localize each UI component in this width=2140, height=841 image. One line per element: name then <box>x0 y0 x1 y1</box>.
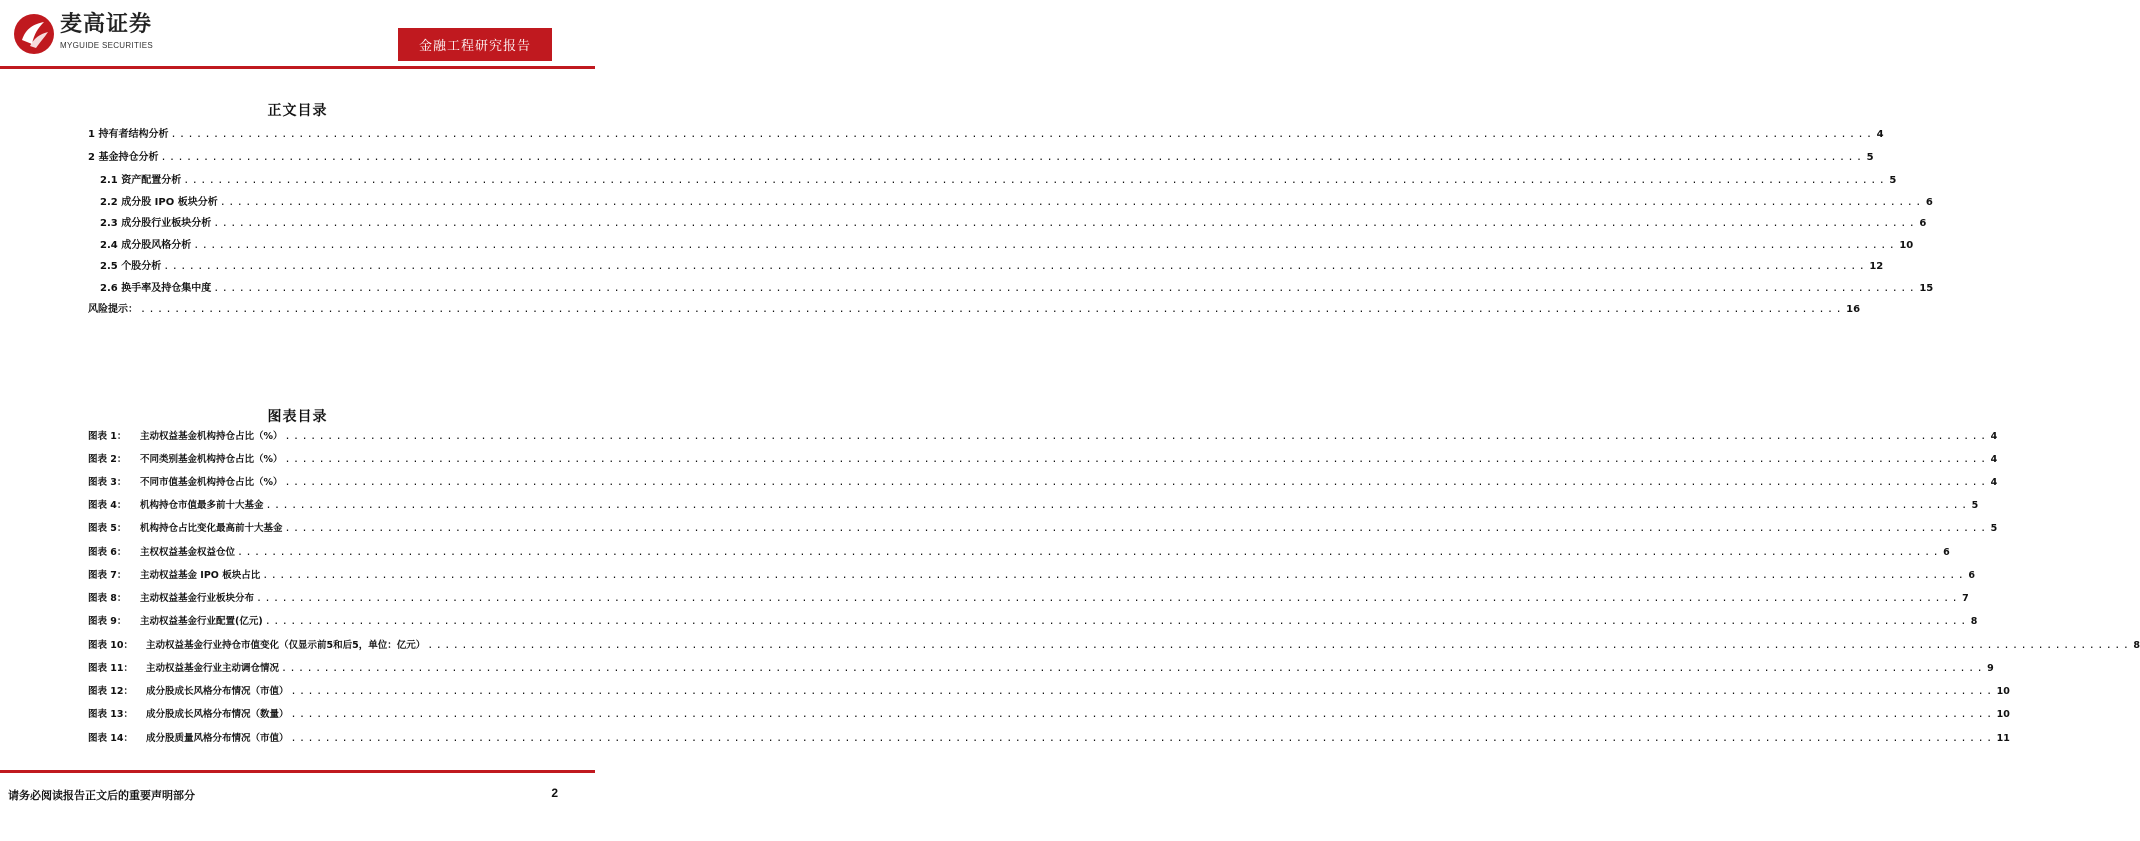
figure-entry-page: 5 <box>1990 523 1998 534</box>
figure-entry-page: 4 <box>1990 431 1998 442</box>
figure-entry-label: 不同市值基金机构持仓占比（%） <box>140 477 283 488</box>
figure-entry-page: 5 <box>1971 500 1979 511</box>
dot-leader: ........................................................................................................................................................................................................ <box>163 261 1868 272</box>
dot-leader: ........................................................................................................................................................................................................ <box>256 593 1961 604</box>
figure-entry-number: 图表 4： <box>88 500 127 511</box>
toc-entry-number: 2.5 <box>100 261 122 272</box>
toc-entry[interactable] <box>100 195 1933 209</box>
dot-leader: ........................................................................................................................................................................................................ <box>213 283 1918 294</box>
toc-entry-number: 1 <box>88 129 99 140</box>
figure-entry-label: 主动权益基金机构持仓占比（%） <box>140 431 283 442</box>
figure-entry-number: 图表 14： <box>88 733 134 744</box>
figure-entry-label: 成分股成长风格分布情况（市值） <box>146 686 289 697</box>
figure-entry-page: 10 <box>1996 686 2010 697</box>
figure-entry-number: 图表 3： <box>88 477 127 488</box>
toc-entry-label: 资产配置分析 <box>121 175 182 186</box>
figure-entry-page: 8 <box>2133 640 2140 651</box>
dot-leader: ........................................................................................................................................................................................................ <box>264 616 1969 627</box>
toc-entry-page: 12 <box>1869 261 1884 272</box>
myguide-logo-icon <box>12 12 56 56</box>
toc-entry-page: 10 <box>1899 240 1914 251</box>
dot-leader: ........................................................................................................................................................................................................ <box>193 240 1898 251</box>
dot-leader: ........................................................................................................................................................................................................ <box>284 477 1989 488</box>
figure-entry-number: 图表 12： <box>88 686 134 697</box>
dot-leader: ........................................................................................................................................................................................................ <box>284 523 1989 534</box>
figure-entry-label: 主动权益基金行业主动调仓情况 <box>146 663 280 674</box>
figure-entry[interactable] <box>88 661 1994 675</box>
figure-entry[interactable] <box>88 568 1975 582</box>
dot-leader: ........................................................................................................................................................................................................ <box>290 733 1995 744</box>
toc-entry-page: 4 <box>1876 129 1884 140</box>
dot-leader: ........................................................................................................................................................................................................ <box>290 709 1995 720</box>
figure-entry-page: 6 <box>1943 547 1950 558</box>
dot-leader: ........................................................................................................................................................................................................ <box>170 129 1875 140</box>
dot-leader: ........................................................................................................................................................................................................ <box>160 152 1865 163</box>
figure-entry[interactable] <box>88 684 2010 698</box>
figure-entry[interactable] <box>88 475 1998 489</box>
figure-entry-page: 6 <box>1968 570 1975 581</box>
figure-entry-label: 主权权益基金权益仓位 <box>140 547 236 558</box>
figure-entry-label: 机构持仓市值最多前十大基金 <box>140 500 264 511</box>
dot-leader: ........................................................................................................................................................................................................ <box>213 218 1918 229</box>
dot-leader: ........................................................................................................................................................................................................ <box>140 304 1845 315</box>
toc-entry[interactable] <box>100 216 1927 230</box>
toc-entry-page: 15 <box>1919 283 1934 294</box>
figure-entry-number: 图表 10： <box>88 640 134 651</box>
page-header <box>0 0 595 75</box>
toc-entry-page: 6 <box>1925 197 1933 208</box>
brand-name-en: MYGUIDE SECURITIES <box>60 41 153 50</box>
figure-entry-number: 图表 11： <box>88 663 134 674</box>
figure-entry-number: 图表 8： <box>88 593 127 604</box>
toc-entry-page: 6 <box>1919 218 1927 229</box>
dot-leader: ........................................................................................................................................................................................................ <box>281 663 1986 674</box>
figure-entry-page: 8 <box>1970 616 1978 627</box>
toc-entry-label: 成分股 IPO 板块分析 <box>121 197 218 208</box>
toc-entry-label: 风险提示： <box>88 304 138 315</box>
figure-entry[interactable] <box>88 545 1950 559</box>
toc-entry[interactable] <box>88 302 1861 316</box>
figure-entry-page: 9 <box>1987 663 1994 674</box>
toc-entry-number: 2.2 <box>100 197 122 208</box>
toc-entry-number: 2.6 <box>100 283 122 294</box>
toc-entry[interactable] <box>88 127 1884 141</box>
brand-name-cn: 麦高证券 <box>60 12 153 37</box>
header-divider <box>0 66 595 69</box>
toc-entry-label: 换手率及持仓集中度 <box>121 283 212 294</box>
toc-entry[interactable] <box>100 238 1914 252</box>
toc-entry[interactable] <box>100 281 1934 295</box>
figures-toc-title: 图表目录 <box>267 409 328 425</box>
dot-leader: ........................................................................................................................................................................................................ <box>427 640 2132 651</box>
figure-entry-label: 成分股成长风格分布情况（数量） <box>146 709 289 720</box>
toc-entry-label: 个股分析 <box>121 261 162 272</box>
report-type-badge: 金融工程研究报告 <box>398 28 552 61</box>
toc-entry-label: 成分股行业板块分析 <box>121 218 212 229</box>
toc-title: 正文目录 <box>267 103 328 119</box>
figure-entry-number: 图表 6： <box>88 547 127 558</box>
dot-leader: ........................................................................................................................................................................................................ <box>262 570 1967 581</box>
toc-entry-number: 2.3 <box>100 218 122 229</box>
figure-entry[interactable] <box>88 498 1979 512</box>
toc-entry-number: 2.1 <box>100 175 122 186</box>
dot-leader: ........................................................................................................................................................................................................ <box>183 175 1888 186</box>
footer-disclaimer: 请务必阅读报告正文后的重要声明部分 <box>8 789 195 802</box>
toc-entry-page: 5 <box>1889 175 1897 186</box>
page-number: 2 <box>551 786 558 800</box>
footer-divider <box>0 770 595 773</box>
toc-entry[interactable] <box>100 259 1884 273</box>
figure-entry-number: 图表 2： <box>88 454 127 465</box>
dot-leader: ........................................................................................................................................................................................................ <box>219 197 1924 208</box>
figure-entry-page: 7 <box>1962 593 1969 604</box>
dot-leader: ........................................................................................................................................................................................................ <box>284 431 1989 442</box>
figure-entry[interactable] <box>88 429 1998 443</box>
figure-entry-label: 主动权益基金行业持仓市值变化（仅显示前5和后5，单位：亿元） <box>146 640 426 651</box>
toc-entry-page: 5 <box>1866 152 1874 163</box>
figure-entry-label: 主动权益基金行业配置(亿元) <box>140 616 263 627</box>
dot-leader: ........................................................................................................................................................................................................ <box>284 454 1989 465</box>
figure-entry-label: 主动权益基金行业板块分布 <box>140 593 255 604</box>
figure-entry-page: 4 <box>1990 454 1998 465</box>
toc-entry[interactable] <box>100 173 1897 187</box>
toc-entry-number: 2 <box>88 152 99 163</box>
figure-entry-page: 4 <box>1990 477 1998 488</box>
figure-entry-number: 图表 9： <box>88 616 127 627</box>
figure-entry[interactable] <box>88 591 1969 605</box>
figure-entry-number: 图表 13： <box>88 709 134 720</box>
figure-entry[interactable] <box>88 638 2140 652</box>
toc-entry-label: 成分股风格分析 <box>121 240 192 251</box>
toc-entry[interactable] <box>88 150 1874 164</box>
toc-entry-label: 持有者结构分析 <box>98 129 169 140</box>
figure-entry-number: 图表 1： <box>88 431 127 442</box>
figure-entry[interactable] <box>88 452 1998 466</box>
dot-leader: ........................................................................................................................................................................................................ <box>290 686 1995 697</box>
toc-entry-page: 16 <box>1846 304 1861 315</box>
toc-entry-label: 基金持仓分析 <box>98 152 159 163</box>
toc-entry-number: 2.4 <box>100 240 122 251</box>
figure-entry-number: 图表 7： <box>88 570 127 581</box>
figure-entry[interactable] <box>88 614 1978 628</box>
figure-entry-page: 10 <box>1996 709 2010 720</box>
dot-leader: ........................................................................................................................................................................................................ <box>237 547 1942 558</box>
figure-entry-number: 图表 5： <box>88 523 127 534</box>
figure-entry-label: 不同类别基金机构持仓占比（%） <box>140 454 283 465</box>
figure-entry[interactable] <box>88 521 1998 535</box>
figure-entry-label: 机构持仓占比变化最高前十大基金 <box>140 523 283 534</box>
figure-entry[interactable] <box>88 731 2010 745</box>
figure-entry-label: 成分股质量风格分布情况（市值） <box>146 733 289 744</box>
figure-entry-page: 11 <box>1996 733 2010 744</box>
figure-entry-label: 主动权益基金 IPO 板块占比 <box>140 570 261 581</box>
figure-entry[interactable] <box>88 707 2010 721</box>
dot-leader: ........................................................................................................................................................................................................ <box>265 500 1970 511</box>
